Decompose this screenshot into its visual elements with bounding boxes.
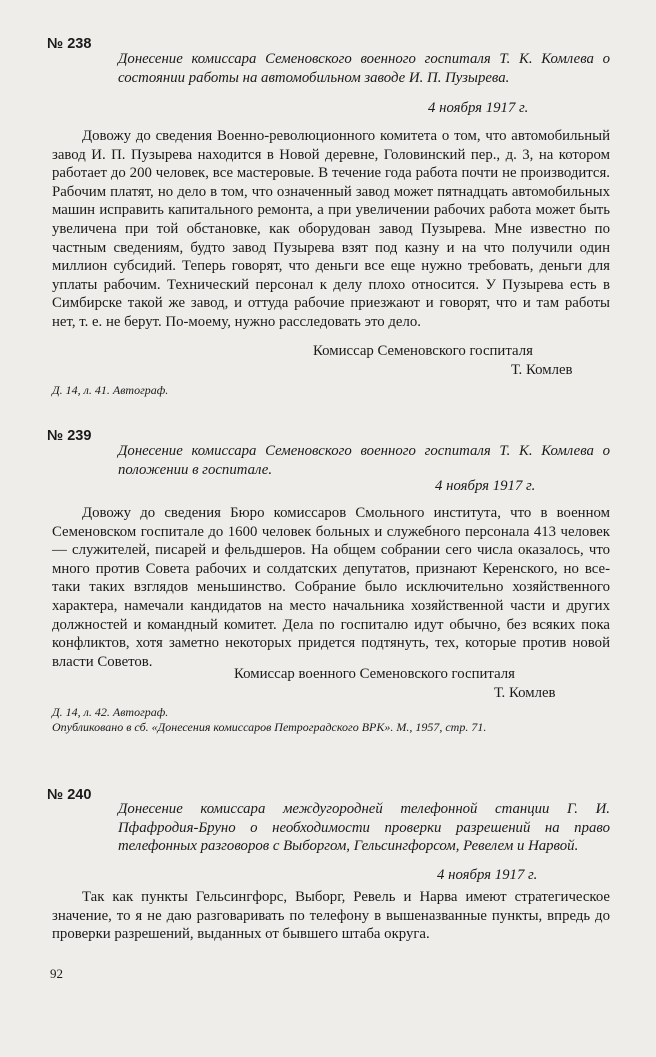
document-heading-240: Донесение комиссара междугородней телефонной станции Г. И. Пфафродия-Бруно о необходимости проверки разрешений на право телефонных разговоров с Выборгом, Гельсингфорсом, Ревелем и Нарвой. bbox=[118, 801, 610, 854]
document-heading-239: Донесение комиссара Семеновского военного госпиталя Т. К. Комлева о положении в госпитале. bbox=[118, 443, 610, 478]
signature-title-239: Комиссар военного Семеновского госпиталя bbox=[234, 666, 515, 682]
signature-name-238: Т. Комлев bbox=[511, 362, 573, 378]
document-body-239: Довожу до сведения Бюро комиссаров Смольного института, что в военном Семеновском госпитале до 1600 человек больных и служебного персонала 413 человек — служителей, писарей и фельдшеров. На общем собрании сего числа оказалось, что много против Совета рабочих и солдатских депутатов, признают Керенского, но все-таки таких взглядов меньшинство. Собрание было исключительно хозяйственного характера, намечали кандидатов на место начальника хозяйственной части и других должностей и командный комитет. Дела по госпиталю идут обычно, без всяких пока конфликтов, хотя заметно некоторых придется подтянуть, тех, которые против новой власти Советов. bbox=[52, 505, 610, 670]
document-body-240: Так как пункты Гельсингфорс, Выборг, Ревель и Нарва имеют стратегическое значение, то я не даю разговаривать по телефону в вышеназванные пункты, впредь до проверки разрешений, выданных от бывшего штаба округа. bbox=[52, 889, 610, 943]
document-date-240: 4 ноября 1917 г. bbox=[437, 867, 538, 883]
document-number-239: № 239 bbox=[47, 428, 92, 444]
signature-title-238: Комиссар Семеновского госпиталя bbox=[313, 343, 533, 359]
document-date-238: 4 ноября 1917 г. bbox=[428, 100, 529, 116]
archive-source-239: Д. 14, л. 42. Автограф. bbox=[52, 705, 169, 719]
signature-name-239: Т. Комлев bbox=[494, 685, 556, 701]
document-heading-238: Донесение комиссара Семеновского военного госпиталя Т. К. Комлева о состоянии работы на автомобильном заводе И. П. Пузырева. bbox=[118, 51, 610, 86]
document-number-240: № 240 bbox=[47, 787, 92, 803]
page-number: 92 bbox=[50, 966, 63, 981]
document-number-238: № 238 bbox=[47, 36, 92, 52]
document-date-239: 4 ноября 1917 г. bbox=[435, 478, 536, 494]
publication-note-239: Опубликовано в сб. «Донесения комиссаров Петроградского ВРК». М., 1957, стр. 71. bbox=[52, 720, 487, 734]
document-body-238: Довожу до сведения Военно-революционного комитета о том, что автомобильный завод И. П. Пузырева находится в Новой деревне, Головинский пер., д. 3, на котором работает до 200 человек, все мастеровые. В течение года работа почти не производится. Рабочим платят, но дело в том, что означенный завод может пятнадцать автомобильных машин исправить капитального ремонта, а при увеличении рабочих работа может быть увеличена при той обстановке, как оборудован завод Пузырева. Мне известно по частным сведениям, будто завод Пузырева взят под казну и на что получили один миллион субсидий. Теперь говорят, что деньги все еще нужно требовать, деньги для уплаты рабочим. Технический персонал к делу плохо относится. У Пузырева есть в Симбирске такой же завод, и оттуда рабочие приезжают и говорят, что и там работы нет, т. е. не берут. По-моему, нужно расследовать это дело. bbox=[52, 128, 610, 330]
archive-source-238: Д. 14, л. 41. Автограф. bbox=[52, 383, 169, 397]
